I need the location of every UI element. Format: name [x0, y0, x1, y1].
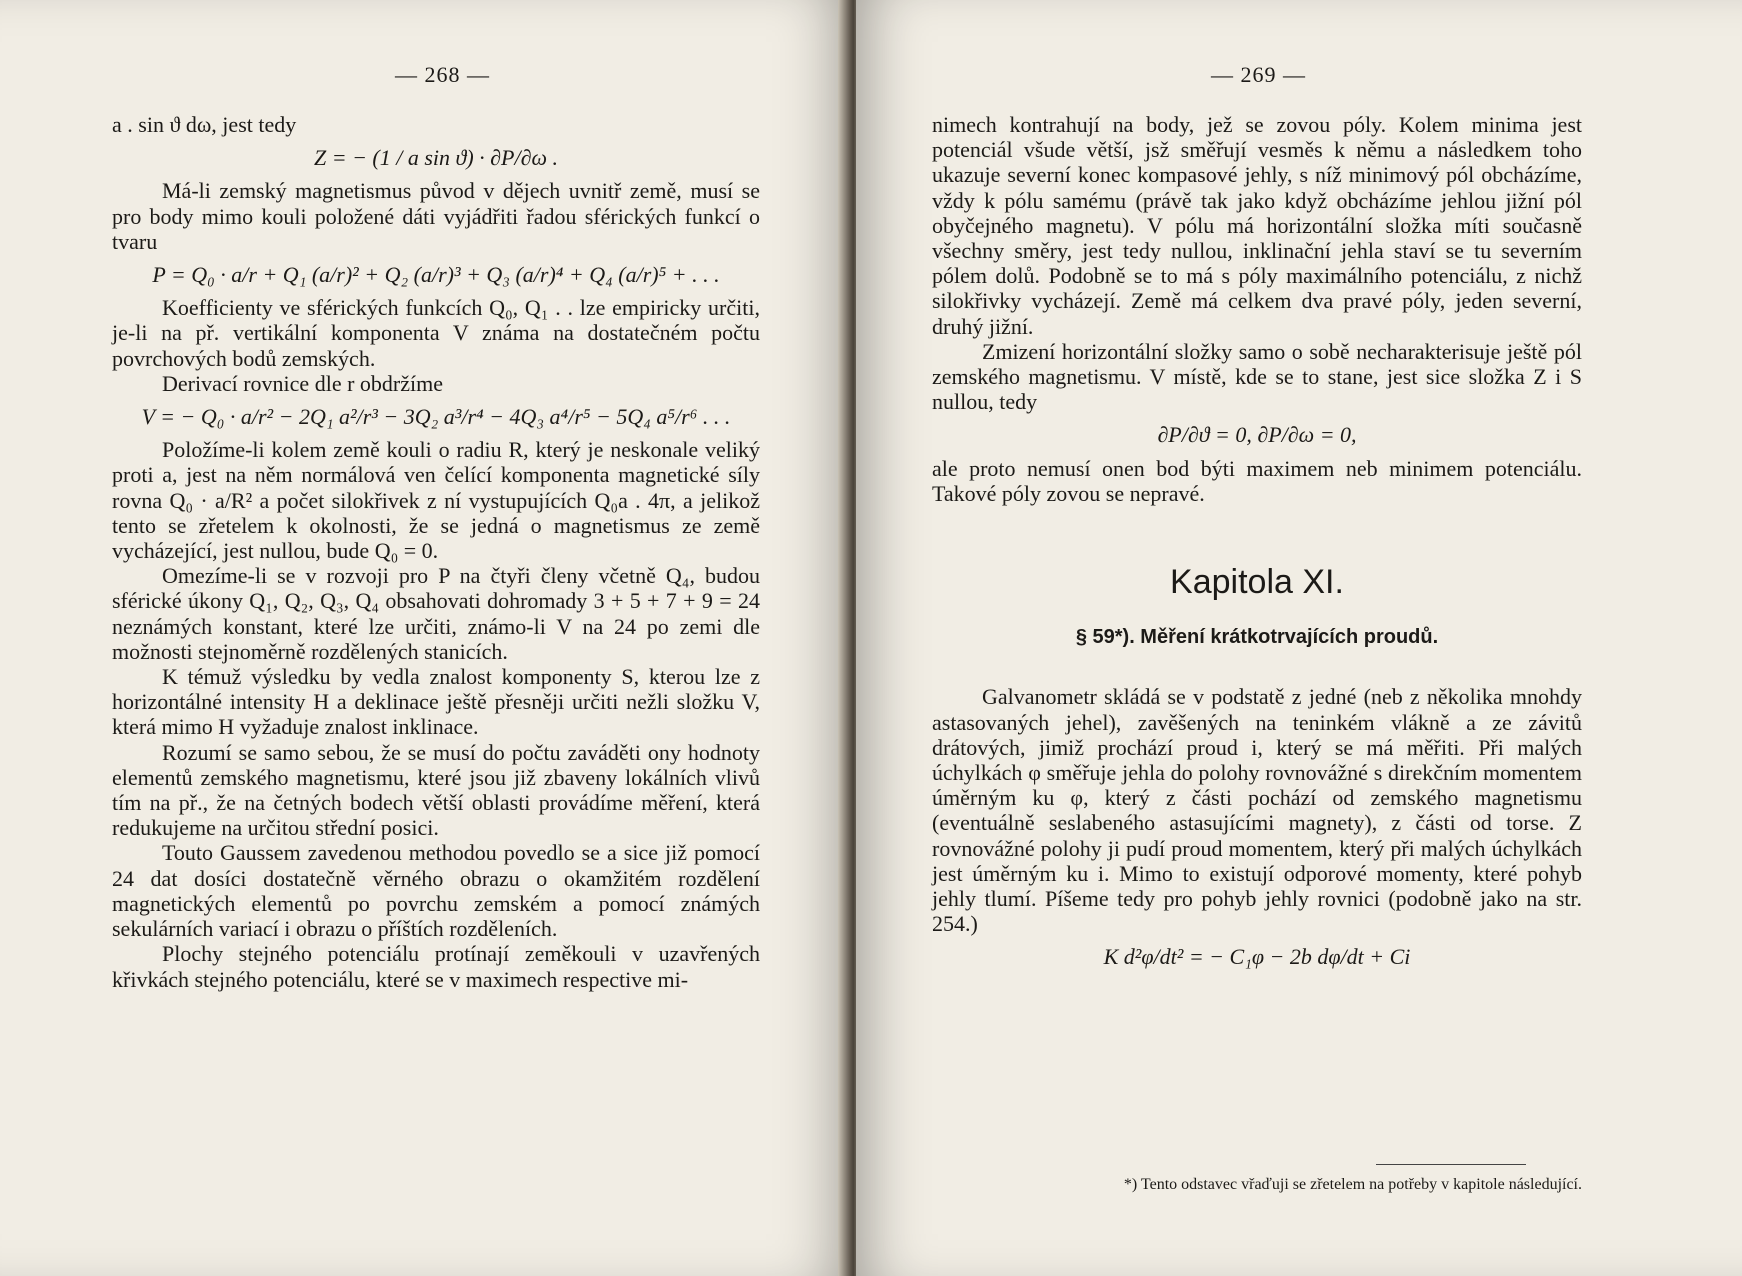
equation: P = Q₀ · a/r + Q₁ (a/r)² + Q₂ (a/r)³ + Q₃ (a/r)⁴ + Q₄ (a/r)⁵ + . . . [152, 262, 720, 288]
body-top [932, 112, 1582, 506]
left-page [0, 0, 848, 1276]
paragraph: Plochy stejného potenciálu protínají zeměkouli v uzavřených křivkách stejného potenciálu, které se v maximech respective mi- [112, 941, 760, 992]
paragraph: K témuž výsledku by vedla znalost komponenty S, kterou lze z horizontálné intensity H a deklinace ještě přesněji určiti nežli složku V, která mimo H vyžaduje znalost inklinace. [112, 664, 760, 740]
section-title: § 59*). Měření krátkotrvajících proudů. [1075, 626, 1439, 649]
paragraph: Touto Gaussem zavedenou methodou povedlo se a sice již pomocí 24 dat dosíci dostatečně věrného obrazu o okamžitém rozdělení magnetických elementů po povrchu zemském a pomocí známých sekulárních variací i obrazu o příštích rozděleních. [112, 840, 760, 942]
equation: V = − Q₀ · a/r² − 2Q₁ a²/r³ − 3Q₂ a³/r⁴ − 4Q₃ a⁴/r⁵ − 5Q₄ a⁵/r⁶ . . . [141, 404, 731, 430]
paragraph: Koefficienty ve sférických funkcích Q₀, Q₁ . . lze empiricky určiti, je-li na př. vertikální komponenta V známa na dostatečném počtu povrchových bodů zemských. [112, 295, 760, 371]
paragraph: Derivací rovnice dle r obdržíme [162, 370, 443, 396]
page-body [112, 112, 760, 992]
paragraph: Galvanometr skládá se v podstatě z jedné (neb z několika mnohdy astasovaných jehel), zavěšených na teninkém vlákně a ze závitů drátových, jimiž prochází proud i, který se má měřiti. Při malých úchylkách φ směřuje jehla do polohy rovnovážné s direkčním momentem úměrným ku φ, který z části pochází od zemského magnetismu (eventuálně seslabeného astasujícími magnety), z části od torse. Z rovnovážné polohy ji pudí proud momentem, který při malých úchylkách jest úměrným ku i. Mimo to existují odporové momenty, které pohyb jehly tlumí. Píšeme tedy pro pohyb jehly rovnici (podobně jako na str. 254.) [932, 684, 1582, 937]
page-number: — 269 — [1211, 62, 1306, 87]
page-body [932, 112, 1582, 978]
paragraph: ale proto nemusí onen bod býti maximem neb minimem potenciálu. Takové póly zovou se nepravé. [932, 455, 1582, 506]
paragraph: Položíme-li kolem země kouli o radiu R, který je neskonale veliký proti a, jest na něm normálová ven čelící komponenta magnetické síly rovna Q₀ · a/R² a počet silokřivek z ní vystupujících Q₀a . 4π, a jelikož tento se zřetelem k okolnosti, že se jedná o magnetismus ze země vycházející, jest nullou, bude Q₀ = 0. [112, 437, 760, 564]
footnote-rule [1376, 1164, 1526, 1165]
right-page [856, 0, 1742, 1276]
page-number: — 268 — [395, 62, 490, 87]
paragraph: Omezíme-li se v rozvoji pro P na čtyři členy včetně Q₄, budou sférické úkony Q₁, Q₂, Q₃, Q₄ obsahovati dohromady 3 + 5 + 7 + 9 = 24 neznámých konstant, které lze určiti, známo-li V na 24 po zemi dle možnosti stejnoměrně rozdělených stanicích. [112, 563, 760, 664]
equation: ∂P/∂ϑ = 0, ∂P/∂ω = 0, [1157, 422, 1357, 448]
body-bottom [932, 684, 1582, 969]
equation: K d²φ/dt² = − C₁φ − 2b dφ/dt + Ci [1103, 944, 1411, 970]
footnote: *) Tento odstavec vřaďuji se zřetelem na potřeby v kapitole následující. [1123, 1176, 1582, 1193]
paragraph: Rozumí se samo sebou, že se musí do počtu zaváděti ony hodnoty elementů zemského magnetismu, které jsou již zbaveny lokálních vlivů tím na př., že na četných bodech větší oblasti provádíme měření, která redukujeme na určitou střední posici. [112, 739, 760, 841]
paragraph: Zmizení horizontální složky samo o sobě necharakterisuje ještě pól zemského magnetismu. V místě, kde se to stane, jest sice složka Z i S nullou, tedy [932, 338, 1582, 415]
paragraph: a . sin ϑ dω, jest tedy [112, 112, 297, 137]
paragraph: nimech kontrahují na body, jež se zovou póly. Kolem minima jest potenciál všude větší, jsž směřují vesměs k němu a následkem toho ukazuje severní konec kompasové jehly, s níž minimový pól obcházíme, vždy k pólu samému (právě tak jako když obcházíme jehlou jižní pól obyčejného magnetu). V pólu má horizontální složka míti současně všechny směry, jest tedy nullou, inklinační jehla staví se tu severním pólem dolů. Podobně se to má s póly maximálního potenciálu, z nichž silokřivky vycházejí. Země má celkem dva pravé póly, jeden severní, druhý jižní. [932, 112, 1582, 339]
paragraph: Má-li zemský magnetismus původ v dějech uvnitř země, musí se pro body mimo kouli položené dáti vyjádřiti řadou sférických funkcí o tvaru [112, 178, 760, 254]
chapter-title: Kapitola XI. [1170, 563, 1344, 602]
equation: Z = − (1 / a sin ϑ) · ∂P/∂ω . [314, 145, 558, 171]
